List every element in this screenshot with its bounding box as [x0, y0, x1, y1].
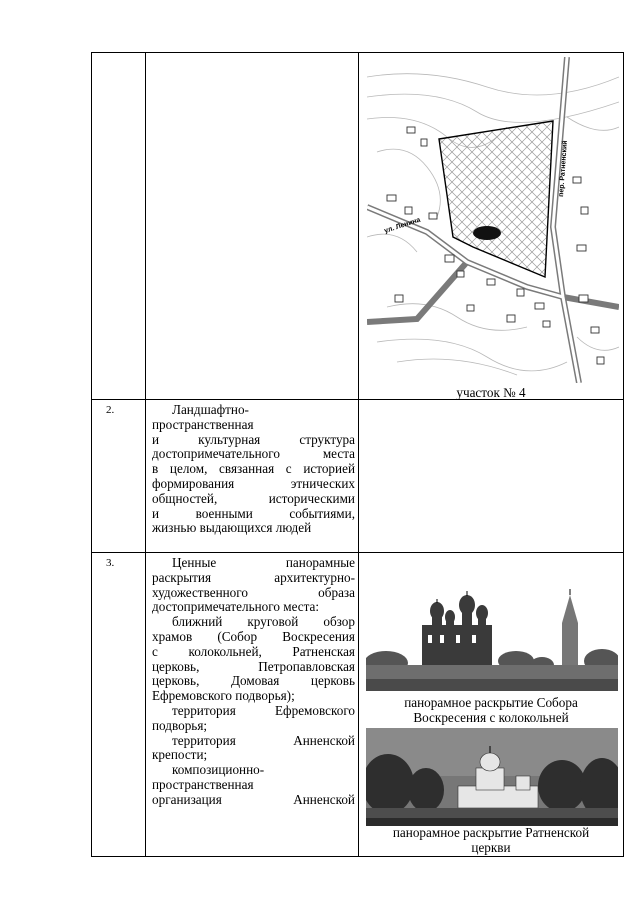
text-line: композиционно-	[172, 762, 265, 778]
text-line: храмов (Собор Воскресения	[152, 628, 355, 644]
map-caption: участок № 4	[456, 385, 526, 400]
text-line: достопримечательного места	[152, 446, 355, 462]
street-label-lenina: ул. Ленина	[383, 216, 422, 235]
description-cell	[146, 400, 359, 553]
text-line: Ценные панорамные	[172, 555, 355, 570]
text-line: Ландшафтно-	[172, 402, 249, 417]
text-line: церковь, Петропавловская	[152, 658, 355, 674]
document-table	[91, 52, 624, 857]
text-line: подворья;	[152, 717, 208, 733]
text-line: общностей, историческими	[152, 490, 355, 506]
text-line: и культурная структура	[152, 431, 355, 447]
illustration-cell	[359, 400, 624, 553]
illustration-cell	[359, 553, 624, 857]
text-line: пространственная	[152, 416, 254, 432]
text-line: раскрытия архитектурно-	[152, 569, 355, 585]
text-line: в целом, связанная с историей	[152, 461, 355, 477]
text-line: достопримечательного места:	[152, 599, 320, 615]
ratnenskaya-church-photo	[366, 728, 618, 826]
text-line: и военными событиями,	[152, 505, 355, 521]
text-line: территория Анненской	[172, 732, 355, 748]
photo-caption-ratnenskaya: панорамное раскрытие Ратненской церкви	[392, 825, 590, 855]
illustration-cell	[359, 53, 624, 400]
site-plan-map	[367, 57, 619, 383]
text-line: формирования этнических	[152, 475, 355, 491]
text-line: пространственная	[152, 776, 254, 792]
text-line: с колокольней, Ратненская	[152, 643, 355, 659]
text-line: крепости;	[152, 747, 208, 763]
text-line: организация Анненской	[152, 791, 355, 807]
text-line: территория Ефремовского	[172, 702, 355, 718]
row-number-cell	[92, 53, 146, 400]
description-cell	[146, 553, 359, 857]
table-row	[92, 53, 624, 400]
street-label-ratnensky: пер. Ратненский	[558, 140, 569, 198]
text-line: жизнью выдающихся людей	[152, 520, 312, 536]
text-line: Ефремовского подворья);	[152, 688, 295, 704]
text-line: ближний круговой обзор	[172, 614, 355, 630]
text-line: церковь, Домовая церковь	[152, 673, 355, 689]
photo-caption-cathedral: панорамное раскрытие Собора Воскресения с колокольней	[404, 695, 578, 725]
table-row	[92, 400, 624, 553]
row-number: 2.	[92, 400, 146, 553]
cathedral-panorama-photo	[366, 583, 618, 691]
text-line: художественного образа	[152, 584, 355, 600]
table-row	[92, 553, 624, 857]
row-number: 3.	[92, 553, 146, 857]
description-cell	[146, 53, 359, 400]
